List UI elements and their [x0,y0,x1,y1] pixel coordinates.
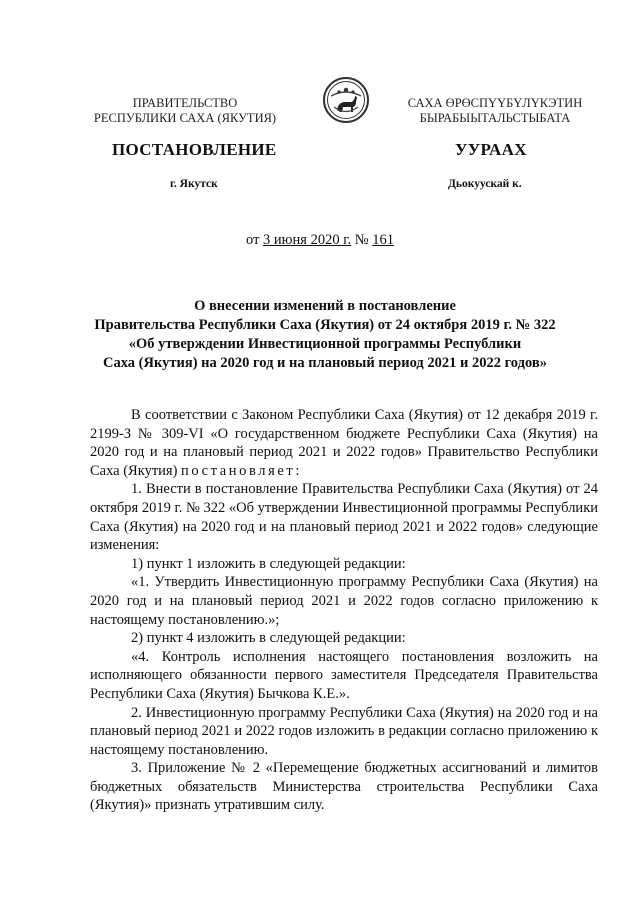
preamble-text: В соответствии с Законом Республики Саха (Якутия) от 12 декабря 2019 г. 2199-З № 309-VI «О государственном бюджете Республики Саха (Якутия) на 2020 год и на плановый период 2021 и 2022 годов» Правительство Республики Саха (Якутия) [90,407,598,479]
doc-type-ru: ПОСТАНОВЛЕНИЕ [112,140,277,159]
resolution-date: 3 июня 2020 г. [263,232,352,248]
document-body [90,406,598,815]
doc-type-sakha: УУРААХ [455,140,527,159]
date-number-line [0,232,640,249]
subitem-1-text-paragraph: «1. Утвердить Инвестиционную программу Республики Саха (Якутия) на 2020 год и на плановый период 2021 и 2022 годов согласно приложению к настоящему постановлению.»; [90,574,598,628]
issuer-ru-line1: ПРАВИТЕЛЬСТВО [132,96,238,110]
subitem-2-text-paragraph: «4. Контроль исполнения настоящего постановления возложить на исполняющего обязанности первого заместителя Председателя Правительства Республики Саха (Якутия) Бычкова К.Е.». [90,648,598,702]
subitem-1-paragraph: 1) пункт 1 изложить в следующей редакции: [131,555,406,572]
issuer-sakha [370,96,620,126]
document-title [60,297,590,373]
resolution-number: 161 [372,232,394,248]
title-line-4: Саха (Якутия) на 2020 год и на плановый период 2021 и 2022 годов» [103,355,547,371]
title-line-3: «Об утверждении Инвестиционной программы Республики [128,336,522,352]
coat-of-arms-emblem-icon [322,76,370,124]
subitem-2-paragraph: 2) пункт 4 изложить в следующей редакции: [131,630,406,647]
item-3-paragraph: 3. Приложение № 2 «Перемещение бюджетных ассигнований и лимитов бюджетных обязательств Министерства строительства Республики Саха (Якутия)» признать утратившим силу. [90,760,598,814]
issuer-ru [60,96,310,126]
item-2-paragraph: 2. Инвестиционную программу Республики Саха (Якутия) на 2020 год и на плановый период 2021 и 2022 годов изложить в редакции согласно приложению к настоящему постановлению. [90,704,598,758]
issuer-ru-line2: РЕСПУБЛИКИ САХА (ЯКУТИЯ) [93,111,277,125]
city-sakha: Дьокуускай к. [448,178,522,190]
item-1-paragraph: 1. Внести в постановление Правительства Республики Саха (Якутия) от 24 октября 2019 г. № 322 «Об утверждении Инвестиционной программы Республики Саха (Якутия) на 2020 год и на плановый период 2021 и 2022 годов» следующие изменения: [90,481,598,554]
preamble-paragraph [90,406,598,480]
date-prefix: от [246,232,264,248]
resolves-word: постановляет: [181,462,302,479]
issuer-sakha-line2: БЫРАБЫЫТАЛЬСТЫБАТА [419,111,571,125]
number-prefix: № [351,232,373,248]
issuer-sakha-line1: САХА ӨРӨСПҮҮБҮЛҮКЭТИН [407,96,583,110]
title-line-1: О внесении изменений в постановление [194,298,456,314]
title-line-2: Правительства Республики Саха (Якутия) от 24 октября 2019 г. № 322 [94,317,556,333]
city-ru: г. Якутск [170,178,218,190]
